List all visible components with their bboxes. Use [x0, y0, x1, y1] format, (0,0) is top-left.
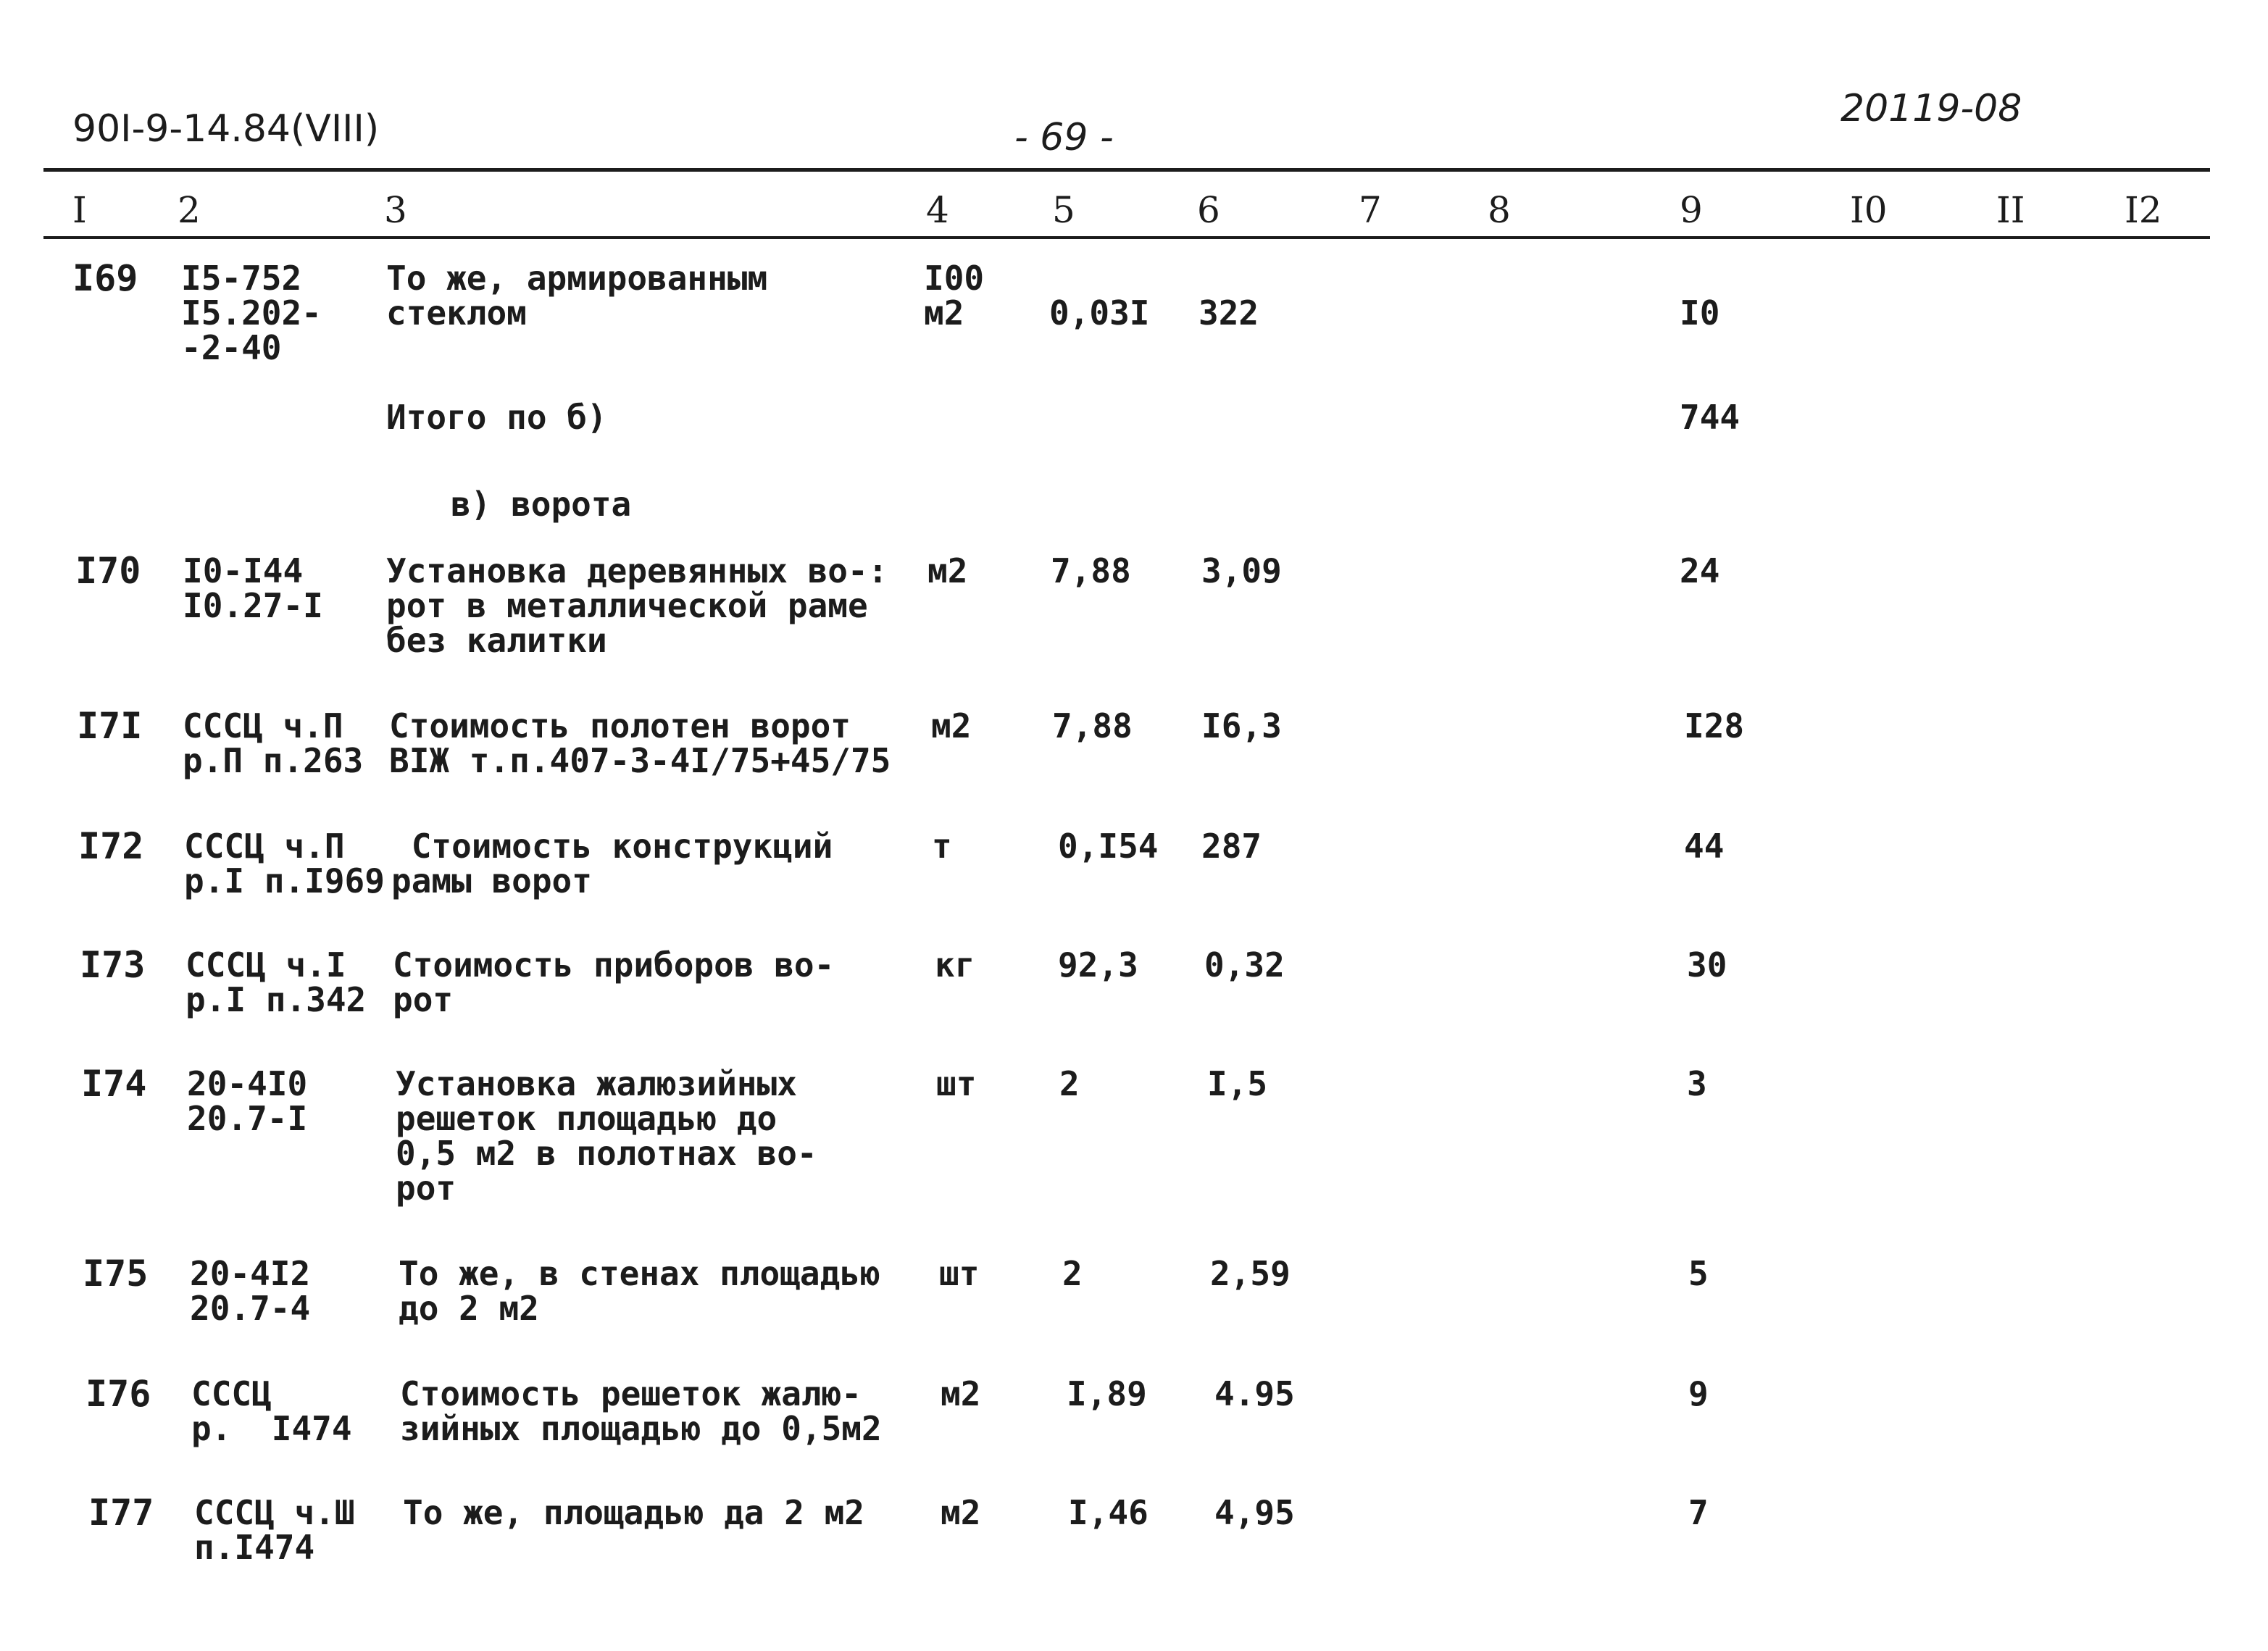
row-unit-price: I6,3 — [1201, 706, 1282, 745]
row-description: Стоимость полотен ворот ВIЖ т.п.407-3-4I/75+45/75 — [389, 706, 891, 780]
row-quantity: 2 — [1062, 1254, 1083, 1293]
row-description: Стоимость конструкций рамы ворот — [391, 827, 833, 900]
row-number: I75 — [83, 1253, 149, 1295]
row-code: СССЦ ч.П р.П п.263 — [183, 706, 364, 780]
row-code: СССЦ ч.I р.I п.342 — [185, 945, 367, 1019]
row-unit: шт — [939, 1254, 980, 1293]
row-unit-price: 0,32 — [1204, 945, 1285, 985]
col-header-4: 4 — [926, 189, 949, 231]
page-number: - 69 - — [1014, 116, 1114, 159]
row-description: Стоимость решеток жалю- зийных площадью до 0,5м2 — [400, 1374, 882, 1448]
row-unit: кг — [935, 945, 975, 985]
col-header-8: 8 — [1488, 189, 1511, 231]
row-total: I28 — [1684, 706, 1745, 745]
col-header-1: I — [72, 189, 87, 231]
row-code: I5-752 I5.202- -2-40 — [181, 259, 322, 367]
row-unit: м2 — [941, 1374, 981, 1413]
row-quantity: 0,03I — [1049, 293, 1150, 333]
row-unit-price: 2,59 — [1210, 1254, 1291, 1293]
row-number: I73 — [80, 944, 146, 986]
row-unit-price: I,5 — [1207, 1064, 1268, 1103]
row-number: I70 — [75, 550, 141, 592]
document-code: 90I-9-14.84(VIII) — [72, 107, 380, 151]
col-header-2: 2 — [178, 189, 201, 231]
inventory-number: 20119-08 — [1840, 87, 2022, 130]
row-number: I76 — [86, 1373, 151, 1415]
col-header-6: 6 — [1197, 189, 1220, 231]
row-number: I74 — [81, 1063, 147, 1105]
row-quantity: 92,3 — [1058, 945, 1138, 985]
row-total: 7 — [1688, 1493, 1709, 1532]
row-description: Установка жалюзийных решеток площадью до 0,5 м2 в полотнах во- рот — [396, 1064, 817, 1208]
row-unit: т — [932, 827, 952, 866]
row-number: I77 — [88, 1492, 154, 1534]
row-total: I0 — [1680, 293, 1720, 333]
row-description: Установка деревянных во-: рот в металлической раме без калитки — [386, 551, 888, 660]
col-header-7: 7 — [1359, 189, 1382, 231]
row-unit: шт — [936, 1064, 977, 1103]
row-total: 24 — [1680, 551, 1720, 590]
row-quantity: I,46 — [1068, 1493, 1148, 1532]
row-code: I0-I44 I0.27-I — [183, 551, 323, 625]
col-header-9: 9 — [1680, 189, 1703, 231]
row-quantity: 7,88 — [1051, 551, 1131, 590]
subsection-heading: в) ворота — [451, 485, 632, 524]
row-number: I72 — [78, 825, 144, 867]
row-description: То же, площадью да 2 м2 — [403, 1493, 864, 1532]
section-total-label: Итого по б) — [386, 398, 607, 437]
row-number: I7I — [77, 705, 143, 747]
row-description: То же, в стенах площадью до 2 м2 — [399, 1254, 880, 1328]
row-quantity: 0,I54 — [1058, 827, 1159, 866]
row-description: Стоимость приборов во- рот — [393, 945, 835, 1019]
col-header-5: 5 — [1052, 189, 1075, 231]
row-total: 5 — [1688, 1254, 1709, 1293]
row-unit-price: 4.95 — [1214, 1374, 1295, 1413]
col-header-12: I2 — [2125, 189, 2162, 231]
row-total: 9 — [1688, 1374, 1709, 1413]
row-quantity: 7,88 — [1052, 706, 1133, 745]
col-header-10: I0 — [1850, 189, 1888, 231]
row-number: I69 — [72, 257, 138, 299]
row-unit: I00 м2 — [924, 259, 985, 333]
section-total-value: 744 — [1680, 398, 1740, 437]
row-code: СССЦ ч.П р.I п.I969 — [184, 827, 385, 900]
column-header-rule — [43, 236, 2210, 239]
row-code: СССЦ р. I474 — [191, 1374, 352, 1448]
row-total: 30 — [1687, 945, 1727, 985]
row-code: 20-4I2 20.7-4 — [190, 1254, 311, 1328]
row-unit: м2 — [941, 1493, 981, 1532]
row-unit-price: 322 — [1198, 293, 1259, 333]
col-header-11: II — [1996, 189, 2025, 231]
row-code: 20-4I0 20.7-I — [187, 1064, 308, 1138]
row-unit-price: 4,95 — [1214, 1493, 1295, 1532]
row-unit: м2 — [927, 551, 968, 590]
row-unit: м2 — [931, 706, 972, 745]
row-description: То же, армированным стеклом — [386, 259, 768, 333]
row-total: 3 — [1687, 1064, 1707, 1103]
top-rule — [43, 168, 2210, 172]
row-quantity: 2 — [1059, 1064, 1080, 1103]
row-unit-price: 287 — [1201, 827, 1262, 866]
row-unit-price: 3,09 — [1201, 551, 1282, 590]
row-quantity: I,89 — [1067, 1374, 1147, 1413]
col-header-3: 3 — [384, 189, 407, 231]
row-code: СССЦ ч.Ш п.I474 — [194, 1493, 355, 1567]
row-total: 44 — [1684, 827, 1725, 866]
